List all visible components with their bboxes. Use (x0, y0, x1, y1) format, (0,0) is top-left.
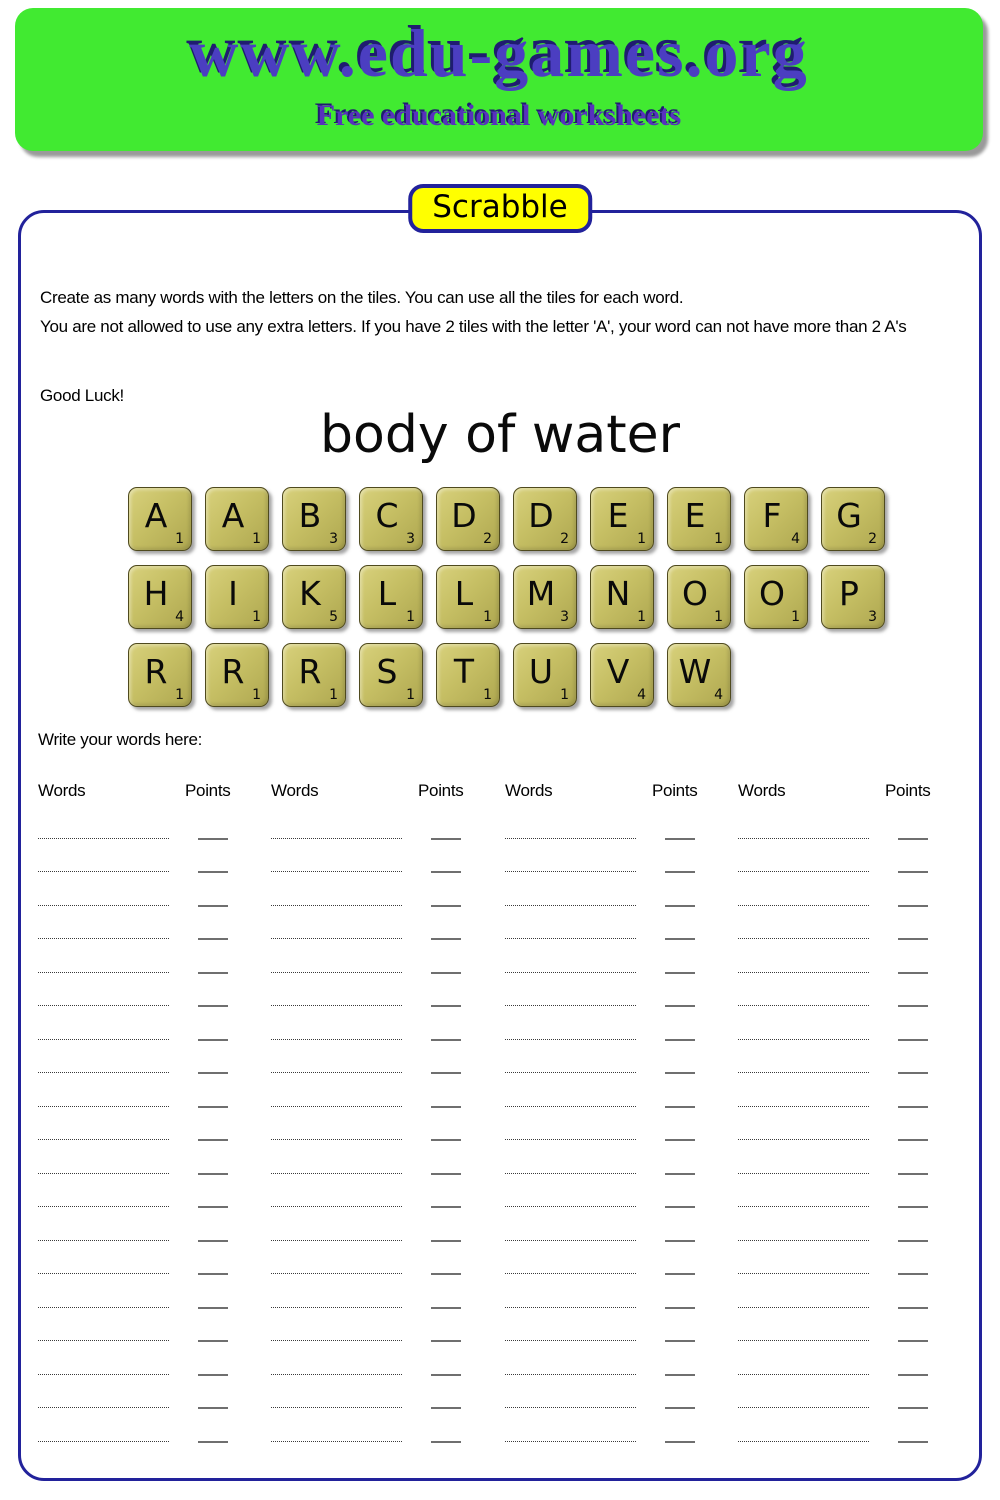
tile-letter: R (144, 651, 168, 691)
tile-point-value: 4 (791, 531, 800, 547)
tile-letter: O (759, 573, 785, 613)
tile-letter: S (376, 651, 398, 691)
tile-letter: L (454, 573, 474, 613)
write-words-prompt: Write your words here: (38, 730, 203, 749)
tile-point-value: 3 (406, 531, 415, 547)
tile-point-value: 2 (560, 531, 569, 547)
tile-F (744, 487, 808, 551)
tile-point-value: 1 (637, 531, 646, 547)
tile-G (821, 487, 885, 551)
site-subtitle: Free educational worksheets (316, 99, 682, 132)
tile-letter: B (298, 495, 322, 535)
tile-point-value: 1 (252, 687, 261, 703)
tile-letter: C (375, 495, 399, 535)
tile-letter: R (298, 651, 322, 691)
tile-grid (128, 487, 898, 721)
tile-letter: L (377, 573, 397, 613)
tile-L (436, 565, 500, 629)
tile-letter: A (221, 495, 245, 535)
tile-V (590, 643, 654, 707)
tile-point-value: 1 (252, 609, 261, 625)
tile-P (821, 565, 885, 629)
points-column-header: Points (652, 781, 698, 800)
tile-D (436, 487, 500, 551)
tile-I (205, 565, 269, 629)
tile-letter: V (606, 651, 630, 691)
tile-R (282, 643, 346, 707)
tile-letter: I (228, 573, 238, 613)
tile-point-value: 1 (791, 609, 800, 625)
tile-point-value: 3 (560, 609, 569, 625)
good-luck-text: Good Luck! (40, 386, 124, 405)
tile-point-value: 1 (637, 609, 646, 625)
tile-B (282, 487, 346, 551)
tile-letter: E (607, 495, 629, 535)
points-column-header: Points (418, 781, 464, 800)
worksheet-type-badge: Scrabble (408, 184, 592, 233)
tile-R (205, 643, 269, 707)
tile-letter: R (221, 651, 245, 691)
tile-point-value: 1 (560, 687, 569, 703)
tile-point-value: 2 (868, 531, 877, 547)
tile-A (205, 487, 269, 551)
tile-O (744, 565, 808, 629)
tile-letter: D (528, 495, 554, 535)
tile-K (282, 565, 346, 629)
tile-O (667, 565, 731, 629)
tile-H (128, 565, 192, 629)
tile-letter: U (528, 651, 554, 691)
tile-A (128, 487, 192, 551)
tile-point-value: 1 (175, 531, 184, 547)
tile-letter: N (605, 573, 631, 613)
tile-letter: T (453, 651, 475, 691)
tile-S (359, 643, 423, 707)
tile-L (359, 565, 423, 629)
tile-letter: H (143, 573, 169, 613)
tile-point-value: 1 (252, 531, 261, 547)
tile-point-value: 1 (406, 609, 415, 625)
instruction-line-2: You are not allowed to use any extra letters. If you have 2 tiles with the letter 'A', your word can not have more than 2 A's (40, 317, 907, 336)
instruction-line-1: Create as many words with the letters on the tiles. You can use all the tiles for each word. (40, 288, 684, 307)
tile-M (513, 565, 577, 629)
words-column-header: Words (505, 781, 553, 800)
words-column-header: Words (738, 781, 786, 800)
tile-letter: G (836, 495, 862, 535)
tile-point-value: 1 (175, 687, 184, 703)
tile-N (590, 565, 654, 629)
tile-letter: O (682, 573, 708, 613)
worksheet-content-box (18, 210, 982, 1481)
tile-point-value: 1 (714, 531, 723, 547)
tile-point-value: 3 (868, 609, 877, 625)
tile-point-value: 1 (714, 609, 723, 625)
tile-U (513, 643, 577, 707)
points-column-header: Points (185, 781, 231, 800)
tile-letter: A (144, 495, 168, 535)
tile-D (513, 487, 577, 551)
tile-row-3 (128, 643, 898, 721)
tile-point-value: 2 (483, 531, 492, 547)
tile-letter: E (684, 495, 706, 535)
tile-R (128, 643, 192, 707)
tile-letter: W (678, 651, 712, 691)
tile-letter: K (299, 573, 321, 613)
tile-point-value: 1 (483, 687, 492, 703)
tile-E (590, 487, 654, 551)
words-column-header: Words (271, 781, 319, 800)
tile-T (436, 643, 500, 707)
words-column-header: Words (38, 781, 86, 800)
site-banner (15, 8, 983, 151)
tile-point-value: 5 (329, 609, 338, 625)
tile-row-1 (128, 487, 898, 565)
tile-letter: D (451, 495, 477, 535)
tile-point-value: 4 (175, 609, 184, 625)
tile-letter: M (526, 573, 556, 613)
tile-W (667, 643, 731, 707)
tile-E (667, 487, 731, 551)
tile-point-value: 1 (329, 687, 338, 703)
site-title: www.edu-games.org (189, 15, 809, 91)
tile-point-value: 3 (329, 531, 338, 547)
points-column-header: Points (885, 781, 931, 800)
tile-point-value: 1 (483, 609, 492, 625)
tile-C (359, 487, 423, 551)
tile-letter: P (839, 573, 859, 613)
tile-row-2 (128, 565, 898, 643)
tile-letter: F (762, 495, 782, 535)
tile-point-value: 4 (637, 687, 646, 703)
tile-point-value: 4 (714, 687, 723, 703)
puzzle-title: body of water (320, 405, 680, 465)
tile-point-value: 1 (406, 687, 415, 703)
